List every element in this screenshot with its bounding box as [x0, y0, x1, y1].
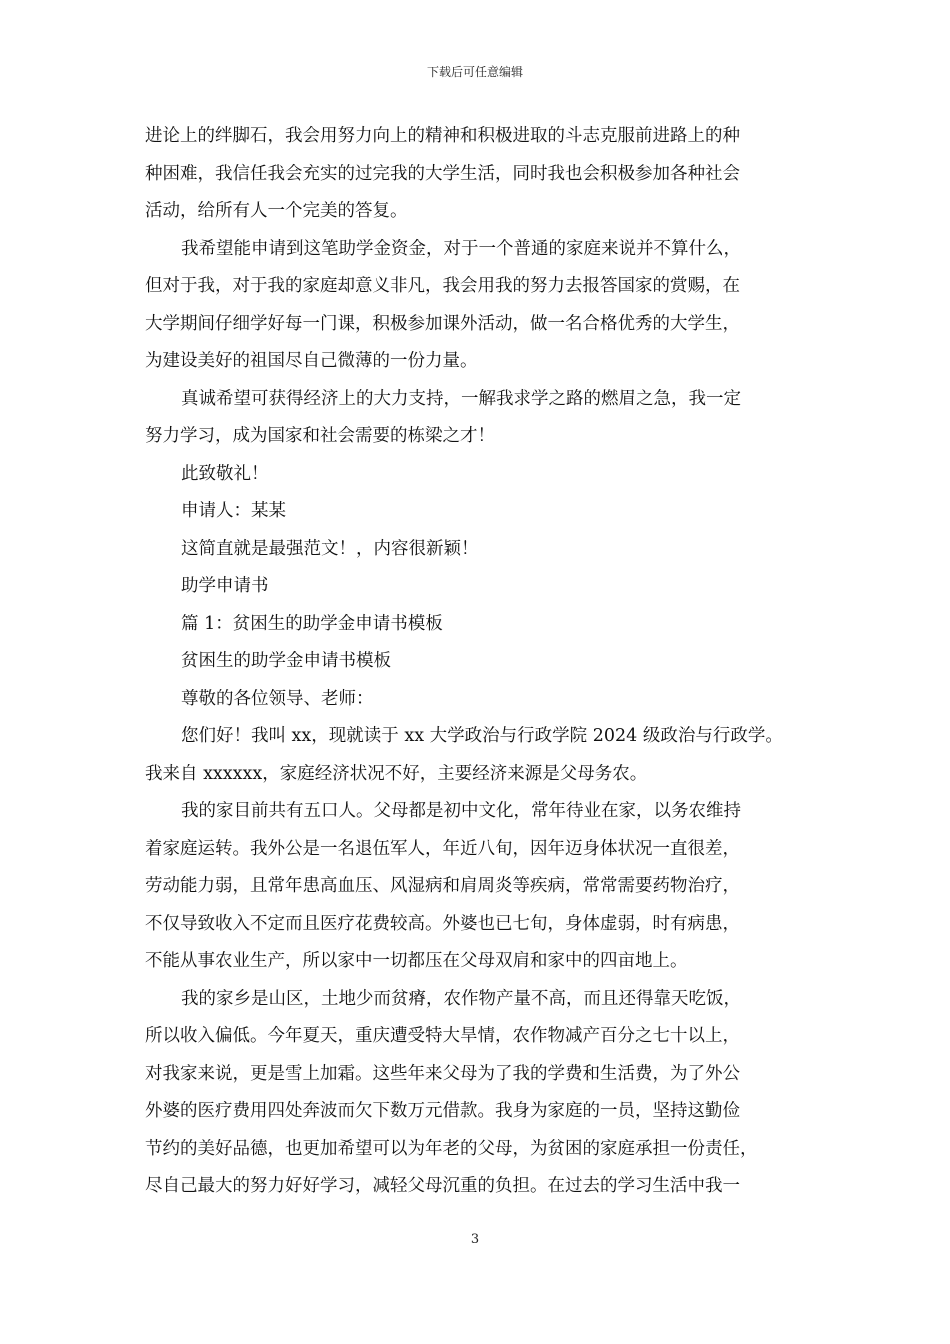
comment-line: 这简直就是最强范文！，内容很新颖！	[181, 538, 479, 559]
text-line: 活动，给所有人一个完美的答复。	[145, 201, 408, 221]
text-line: 不能从事农业生产，所以家中一切都压在父母双肩和家中的四亩地上。	[145, 951, 688, 971]
section-title: 助学申请书	[181, 576, 269, 596]
greeting-line: 尊敬的各位领导、老师：	[181, 688, 374, 709]
applicant-signature: 申请人：某某	[181, 501, 286, 521]
text-line: 不仅导致收入不定而且医疗花费较高。外婆也已七旬，身体虚弱，时有病患，	[145, 913, 740, 934]
page-number: 3	[470, 1232, 480, 1247]
text-line: 努力学习，成为国家和社会需要的栋梁之才！	[145, 426, 495, 446]
paragraph-start-line: 我的家目前共有五口人。父母都是初中文化，常年待业在家，以务农维持	[181, 801, 741, 821]
document-body	[145, 118, 809, 1206]
paragraph-start-line: 您们好！我叫 xx，现就读于 xx 大学政治与行政学院 2024 级政治与行政学。	[181, 726, 783, 746]
text-line: 进论上的绊脚石，我会用努力向上的精神和积极进取的斗志克服前进路上的种	[145, 126, 740, 146]
text-line: 尽自己最大的努力好好学习，减轻父母沉重的负担。在过去的学习生活中我一	[145, 1176, 740, 1196]
paragraph-start-line: 真诚希望可获得经济上的大力支持，一解我求学之路的燃眉之急，我一定	[181, 388, 741, 409]
template-title: 贫困生的助学金申请书模板	[181, 651, 391, 671]
text-line: 为建设美好的祖国尽自己微薄的一份力量。	[145, 351, 478, 371]
text-line: 节约的美好品德，也更加希望可以为年老的父母，为贫困的家庭承担一份责任，	[145, 1138, 758, 1159]
text-line: 所以收入偏低。今年夏天，重庆遭受特大旱情，农作物减产百分之七十以上，	[145, 1026, 740, 1046]
closing-salutation: 此致敬礼！	[181, 463, 269, 484]
text-line: 着家庭运转。我外公是一名退伍军人，年近八旬，因年迈身体状况一直很差，	[145, 838, 740, 859]
text-line: 大学期间仔细学好每一门课，积极参加课外活动，做一名合格优秀的大学生，	[145, 313, 740, 334]
page-header: 下载后可任意编辑	[426, 65, 523, 79]
chapter-title: 篇 1：贫困生的助学金申请书模板	[181, 613, 443, 634]
paragraph-start-line: 我的家乡是山区，土地少而贫瘠，农作物产量不高，而且还得靠天吃饭，	[181, 988, 741, 1009]
text-line: 对我家来说，更是雪上加霜。这些年来父母为了我的学费和生活费，为了外公	[145, 1063, 740, 1084]
text-line: 劳动能力弱，且常年患高血压、风湿病和肩周炎等疾病，常常需要药物治疗，	[145, 876, 740, 896]
text-line: 种困难，我信任我会充实的过完我的大学生活，同时我也会积极参加各种社会	[145, 163, 740, 184]
paragraph-start-line: 我希望能申请到这笔助学金资金，对于一个普通的家庭来说并不算什么，	[181, 238, 741, 259]
text-line: 但对于我，对于我的家庭却意义非凡，我会用我的努力去报答国家的赏赐，在	[145, 276, 740, 296]
text-line: 外婆的医疗费用四处奔波而欠下数万元借款。我身为家庭的一员，坚持这勤俭	[145, 1101, 740, 1121]
text-line: 我来自 xxxxxx，家庭经济状况不好，主要经济来源是父母务农。	[145, 763, 648, 784]
